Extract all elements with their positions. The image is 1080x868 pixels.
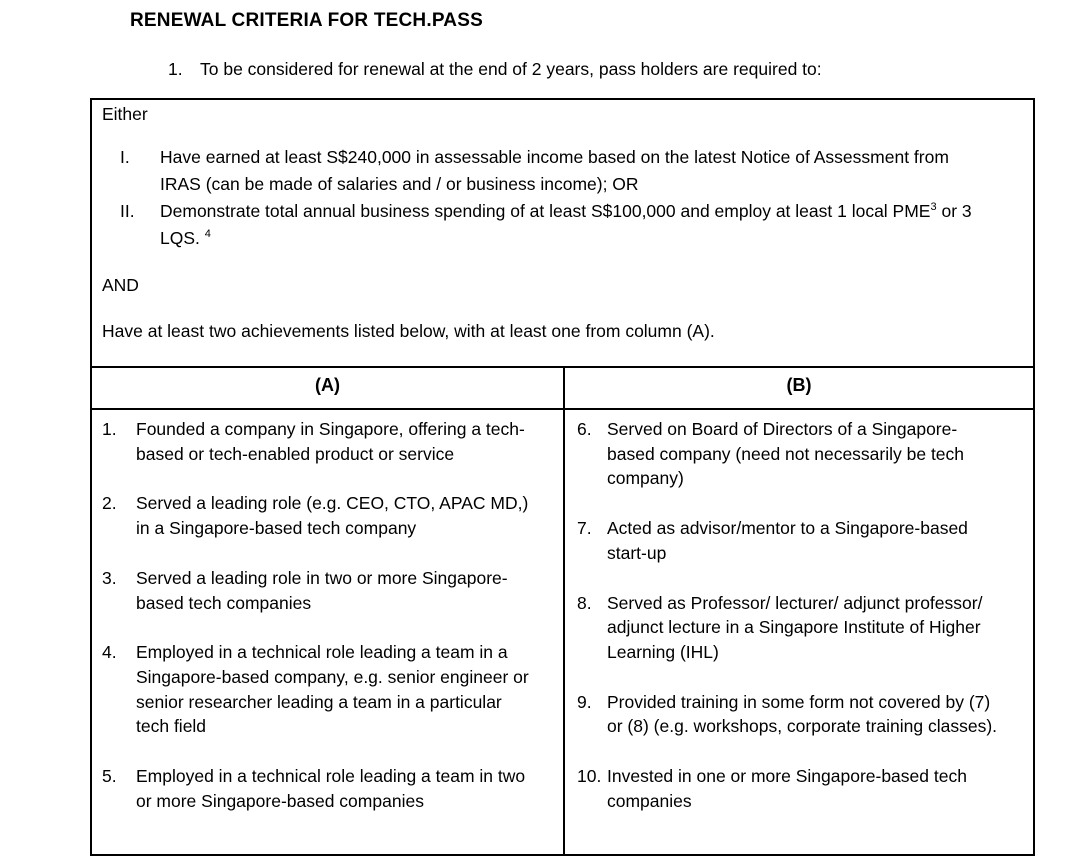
achievement-item-number: 3. xyxy=(102,567,117,588)
achievement-item-number: 10. xyxy=(577,766,602,787)
column-b-cell xyxy=(565,410,1033,854)
table-body-row xyxy=(92,410,1033,854)
condition-income-numeral: I. xyxy=(120,147,130,167)
either-label: Either xyxy=(102,104,148,124)
achievement-item xyxy=(577,591,1033,665)
renewal-conditions-cell xyxy=(92,101,1033,368)
achievement-item xyxy=(102,491,563,540)
and-label: AND xyxy=(102,275,139,295)
achievement-item-number: 8. xyxy=(577,592,592,613)
achievement-item xyxy=(102,640,563,739)
intro-item-text: To be considered for renewal at the end of 2 years, pass holders are required to: xyxy=(200,59,822,79)
achievement-item xyxy=(577,690,1033,739)
achievement-item xyxy=(577,764,1033,813)
intro-item-number: 1. xyxy=(168,59,183,79)
achievement-item-text: Provided training in some form not covered by (7) or (8) (e.g. workshops, corporate training classes). xyxy=(607,691,998,737)
achievement-item-number: 7. xyxy=(577,518,592,539)
achievement-item-text: Founded a company in Singapore, offering a tech-based or tech-enabled product or service xyxy=(136,419,525,464)
condition-spending xyxy=(102,198,1023,252)
condition-spending-numeral: II. xyxy=(120,201,135,221)
achievement-item-text: Served on Board of Directors of a Singapore-based company (need not necessarily be tech company) xyxy=(607,419,965,489)
condition-income xyxy=(102,144,1023,198)
condition-spending-text-part2: or 3 LQS. xyxy=(160,201,972,248)
column-b-header: (B) xyxy=(786,374,812,395)
condition-spending-text xyxy=(160,198,980,252)
achievement-item-number: 4. xyxy=(102,642,117,663)
achievement-item-text: Served a leading role in two or more Singapore-based tech companies xyxy=(136,567,508,613)
column-a-cell xyxy=(92,410,565,854)
renewal-criteria-table xyxy=(90,98,1035,856)
intro-item xyxy=(168,57,1080,81)
achievements-requirement-text: Have at least two achievements listed below, with at least one from column (A). xyxy=(102,321,715,341)
achievement-item xyxy=(577,417,1033,491)
achievement-item-number: 5. xyxy=(102,766,117,787)
table-header-row xyxy=(92,368,1033,410)
achievement-item xyxy=(577,516,1033,565)
footnote-ref-4: 4 xyxy=(204,228,211,241)
achievement-item xyxy=(102,417,563,466)
achievement-item-text: Served as Professor/ lecturer/ adjunct professor/ adjunct lecture in a Singapore Institute of Higher Learning (IHL) xyxy=(607,592,983,662)
achievement-item-number: 1. xyxy=(102,419,117,439)
condition-spending-text-part1: Demonstrate total annual business spending of at least S$100,000 and employ at least 1 local PME xyxy=(160,201,931,221)
achievement-item xyxy=(102,566,563,615)
achievement-item xyxy=(102,764,563,813)
achievement-item-text: Employed in a technical role leading a team in a Singapore-based company, e.g. senior engineer or senior researcher leading a team in a particular tech field xyxy=(136,642,529,737)
page-title: RENEWAL CRITERIA FOR TECH.PASS xyxy=(130,10,483,31)
column-a-header: (A) xyxy=(92,368,565,408)
achievement-item-number: 9. xyxy=(577,691,592,712)
achievement-item-text: Employed in a technical role leading a team in two or more Singapore-based companies xyxy=(136,766,526,811)
achievement-item-number: 6. xyxy=(577,419,592,439)
achievement-item-text: Invested in one or more Singapore-based tech companies xyxy=(607,766,967,811)
condition-income-text: Have earned at least S$240,000 in assessable income based on the latest Notice of Assessment from IRAS (can be made of salaries and / or business income); OR xyxy=(160,147,949,194)
achievement-item-number: 2. xyxy=(102,493,117,514)
achievement-item-text: Served a leading role (e.g. CEO, CTO, APAC MD,) in a Singapore-based tech company xyxy=(136,493,529,539)
achievement-item-text: Acted as advisor/mentor to a Singapore-based start-up xyxy=(607,518,968,563)
footnote-ref-3: 3 xyxy=(930,201,937,214)
